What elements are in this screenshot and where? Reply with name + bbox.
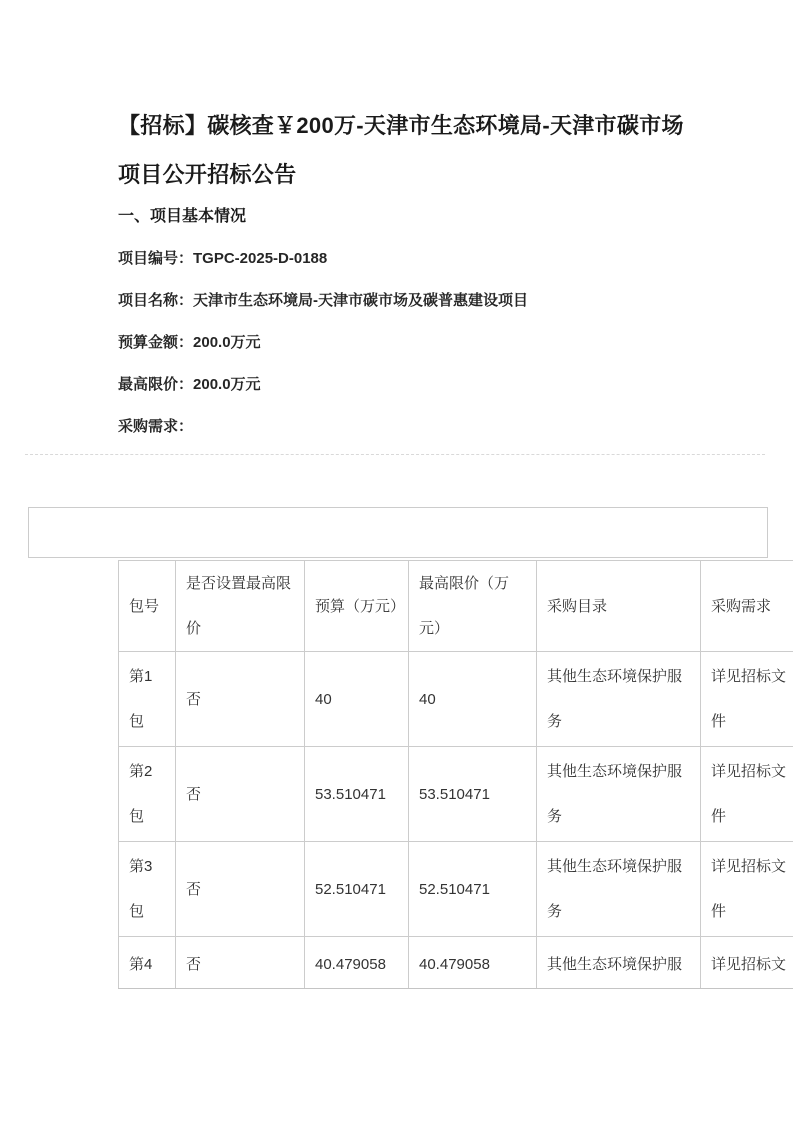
section-heading: 一、项目基本情况 — [118, 208, 247, 225]
table-header-row — [119, 561, 793, 652]
cell-max-price: 52.510471 — [409, 842, 537, 937]
cell-max-price: 40.479058 — [409, 937, 537, 990]
field-label: 项目编号： — [118, 250, 194, 267]
header-max-price-set: 是否设置最高限价 — [176, 561, 305, 652]
field-label: 预算金额： — [118, 334, 194, 351]
field-label: 采购需求： — [118, 418, 194, 435]
packages-table — [118, 560, 793, 989]
cell-demand: 详见招标文件 — [701, 652, 793, 747]
cell-budget: 52.510471 — [305, 842, 409, 937]
table-row-truncated — [119, 937, 793, 990]
cell-package-no: 第4 — [119, 937, 176, 990]
header-catalog: 采购目录 — [537, 561, 701, 652]
field-max-price — [118, 375, 738, 395]
cell-demand: 详见招标文件 — [701, 842, 793, 937]
header-package-no: 包号 — [119, 561, 176, 652]
field-project-name — [118, 291, 738, 311]
cell-max-price-set: 否 — [176, 842, 305, 937]
field-procurement-demand — [118, 417, 738, 437]
header-max-price: 最高限价（万元） — [409, 561, 537, 652]
cell-package-no: 第1包 — [119, 652, 176, 747]
cell-demand: 详见招标文 — [701, 937, 793, 990]
field-project-number — [118, 249, 738, 269]
cell-max-price-set: 否 — [176, 937, 305, 990]
cell-max-price: 53.510471 — [409, 747, 537, 842]
field-label: 项目名称： — [118, 292, 194, 309]
cell-package-no: 第2包 — [119, 747, 176, 842]
field-label: 最高限价： — [118, 376, 194, 393]
cell-catalog: 其他生态环境保护服务 — [537, 747, 701, 842]
table-row — [119, 652, 793, 747]
field-value: 200.0万元 — [193, 334, 261, 351]
cell-catalog: 其他生态环境保护服务 — [537, 842, 701, 937]
cell-catalog: 其他生态环境保护服 — [537, 937, 701, 990]
header-demand: 采购需求 — [701, 561, 793, 652]
cell-budget: 40 — [305, 652, 409, 747]
empty-panel — [28, 507, 768, 558]
dashed-divider — [25, 454, 765, 455]
field-budget-amount — [118, 333, 738, 353]
header-budget: 预算（万元） — [305, 561, 409, 652]
field-value: 天津市生态环境局-天津市碳市场及碳普惠建设项目 — [193, 292, 529, 309]
field-value: TGPC-2025-D-0188 — [193, 250, 328, 267]
cell-max-price-set: 否 — [176, 747, 305, 842]
field-value: 200.0万元 — [193, 376, 261, 393]
cell-budget: 40.479058 — [305, 937, 409, 990]
table-row — [119, 747, 793, 842]
cell-package-no: 第3包 — [119, 842, 176, 937]
project-info-section — [118, 207, 738, 459]
cell-max-price: 40 — [409, 652, 537, 747]
packages-table-container — [118, 560, 793, 989]
cell-max-price-set: 否 — [176, 652, 305, 747]
cell-demand: 详见招标文件 — [701, 747, 793, 842]
cell-catalog: 其他生态环境保护服务 — [537, 652, 701, 747]
page-title: 【招标】碳核查￥200万-天津市生态环境局-天津市碳市场项目公开招标公告 — [118, 113, 684, 187]
cell-budget: 53.510471 — [305, 747, 409, 842]
table-row — [119, 842, 793, 937]
